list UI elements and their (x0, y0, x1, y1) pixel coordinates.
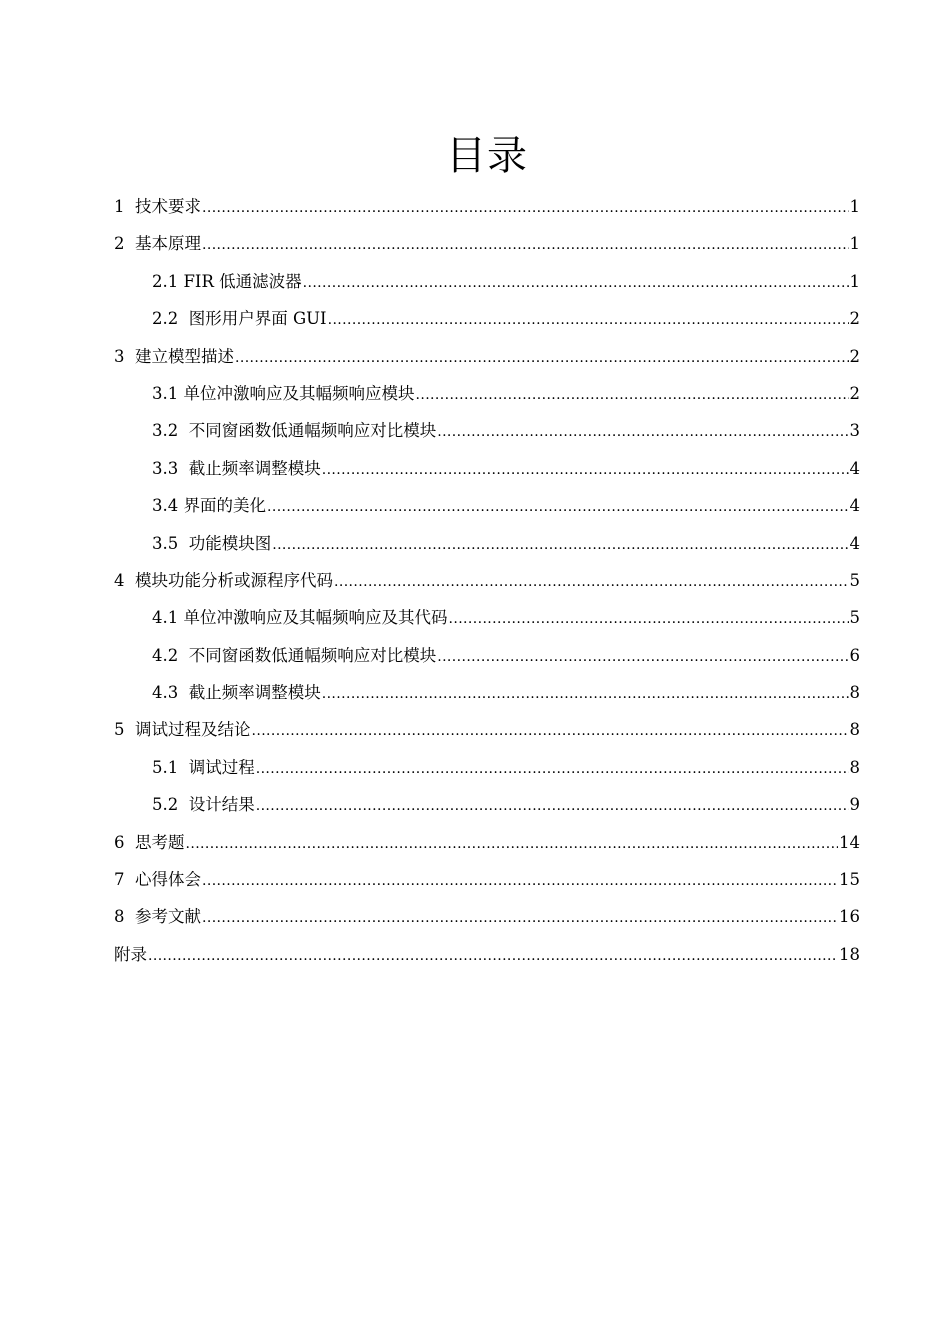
dot-leader (328, 302, 849, 339)
toc-entry-page-number: 1 (849, 271, 860, 291)
toc-entry[interactable] (114, 225, 860, 262)
page-title: 目录 (446, 132, 528, 179)
toc-entry-label: 8 参考文献 (114, 907, 201, 927)
toc-entry[interactable] (114, 824, 860, 861)
toc-entry-label: 6 思考题 (114, 832, 185, 852)
toc-entry-label: 4.3 截止频率调整模块 (152, 683, 321, 703)
table-of-contents (114, 188, 860, 973)
toc-entry-label: 3.3 截止频率调整模块 (152, 458, 321, 478)
toc-entry[interactable] (114, 525, 860, 562)
toc-entry[interactable] (114, 786, 860, 823)
toc-entry[interactable] (114, 487, 860, 524)
toc-entry-page-number: 15 (839, 870, 860, 890)
dot-leader (334, 564, 849, 601)
dot-leader (148, 938, 838, 975)
toc-entry-label: 5.2 设计结果 (152, 795, 255, 815)
toc-entry-label: 附录 (114, 944, 147, 964)
dot-leader (256, 788, 849, 825)
toc-entry-label: 1 技术要求 (114, 197, 201, 216)
toc-entry[interactable] (114, 674, 860, 711)
dot-leader (322, 676, 849, 713)
toc-entry-page-number: 1 (849, 197, 860, 216)
toc-entry[interactable] (114, 599, 860, 636)
dot-leader (267, 489, 849, 526)
toc-entry-label: 7 心得体会 (114, 870, 201, 890)
dot-leader (252, 713, 849, 750)
toc-entry[interactable] (114, 412, 860, 449)
toc-entry-page-number: 4 (849, 496, 860, 516)
toc-entry-label: 2.2 图形用户界面 GUI (152, 309, 327, 329)
toc-entry[interactable] (114, 562, 860, 599)
toc-entry[interactable] (114, 711, 860, 748)
toc-entry-page-number: 5 (849, 570, 860, 590)
toc-entry-page-number: 18 (839, 944, 860, 964)
toc-entry-page-number: 8 (849, 757, 860, 777)
dot-leader (303, 265, 849, 302)
toc-entry-label: 4 模块功能分析或源程序代码 (114, 570, 333, 590)
dot-leader (186, 826, 839, 863)
toc-entry-label: 3.4 界面的美化 (152, 496, 266, 516)
toc-entry-label: 5 调试过程及结论 (114, 720, 251, 740)
dot-leader (437, 414, 848, 451)
toc-entry-page-number: 2 (849, 309, 860, 329)
toc-entry-page-number: 8 (849, 683, 860, 703)
toc-entry[interactable] (114, 936, 860, 973)
toc-entry-label: 3.1 单位冲激响应及其幅频响应模块 (152, 383, 415, 403)
dot-leader (416, 377, 849, 414)
dot-leader (322, 452, 849, 489)
toc-entry-page-number: 2 (849, 383, 860, 403)
toc-entry-page-number: 16 (839, 907, 860, 927)
toc-entry-page-number: 1 (849, 234, 860, 254)
dot-leader (202, 190, 849, 227)
toc-entry-page-number: 9 (849, 795, 860, 815)
toc-entry-page-number: 4 (849, 458, 860, 478)
toc-entry-label: 4.1 单位冲激响应及其幅频响应及其代码 (152, 608, 448, 628)
toc-entry[interactable] (114, 898, 860, 935)
toc-entry[interactable] (114, 188, 860, 225)
toc-entry-label: 5.1 调试过程 (152, 757, 255, 777)
toc-entry-label: 2.1 FIR 低通滤波器 (152, 271, 302, 291)
dot-leader (272, 527, 848, 564)
toc-entry[interactable] (114, 375, 860, 412)
dot-leader (235, 340, 849, 377)
toc-entry[interactable] (114, 861, 860, 898)
toc-entry[interactable] (114, 300, 860, 337)
toc-entry[interactable] (114, 450, 860, 487)
toc-entry[interactable] (114, 338, 860, 375)
dot-leader (437, 639, 848, 676)
dot-leader (449, 601, 849, 638)
toc-entry-page-number: 4 (849, 533, 860, 553)
toc-entry-page-number: 2 (849, 346, 860, 366)
toc-entry-label: 3 建立模型描述 (114, 346, 234, 366)
toc-entry-label: 2 基本原理 (114, 234, 201, 254)
toc-entry-label: 3.2 不同窗函数低通幅频响应对比模块 (152, 421, 437, 441)
toc-entry-page-number: 14 (839, 832, 860, 852)
toc-entry-page-number: 8 (849, 720, 860, 740)
dot-leader (256, 751, 849, 788)
toc-entry[interactable] (114, 749, 860, 786)
toc-entry[interactable] (114, 637, 860, 674)
dot-leader (202, 900, 838, 937)
toc-entry-label: 4.2 不同窗函数低通幅频响应对比模块 (152, 645, 437, 665)
dot-leader (202, 863, 838, 900)
toc-entry[interactable] (114, 263, 860, 300)
toc-entry-page-number: 5 (849, 608, 860, 628)
dot-leader (202, 227, 849, 264)
toc-entry-label: 3.5 功能模块图 (152, 533, 272, 553)
toc-entry-page-number: 6 (849, 645, 860, 665)
toc-entry-page-number: 3 (849, 421, 860, 441)
